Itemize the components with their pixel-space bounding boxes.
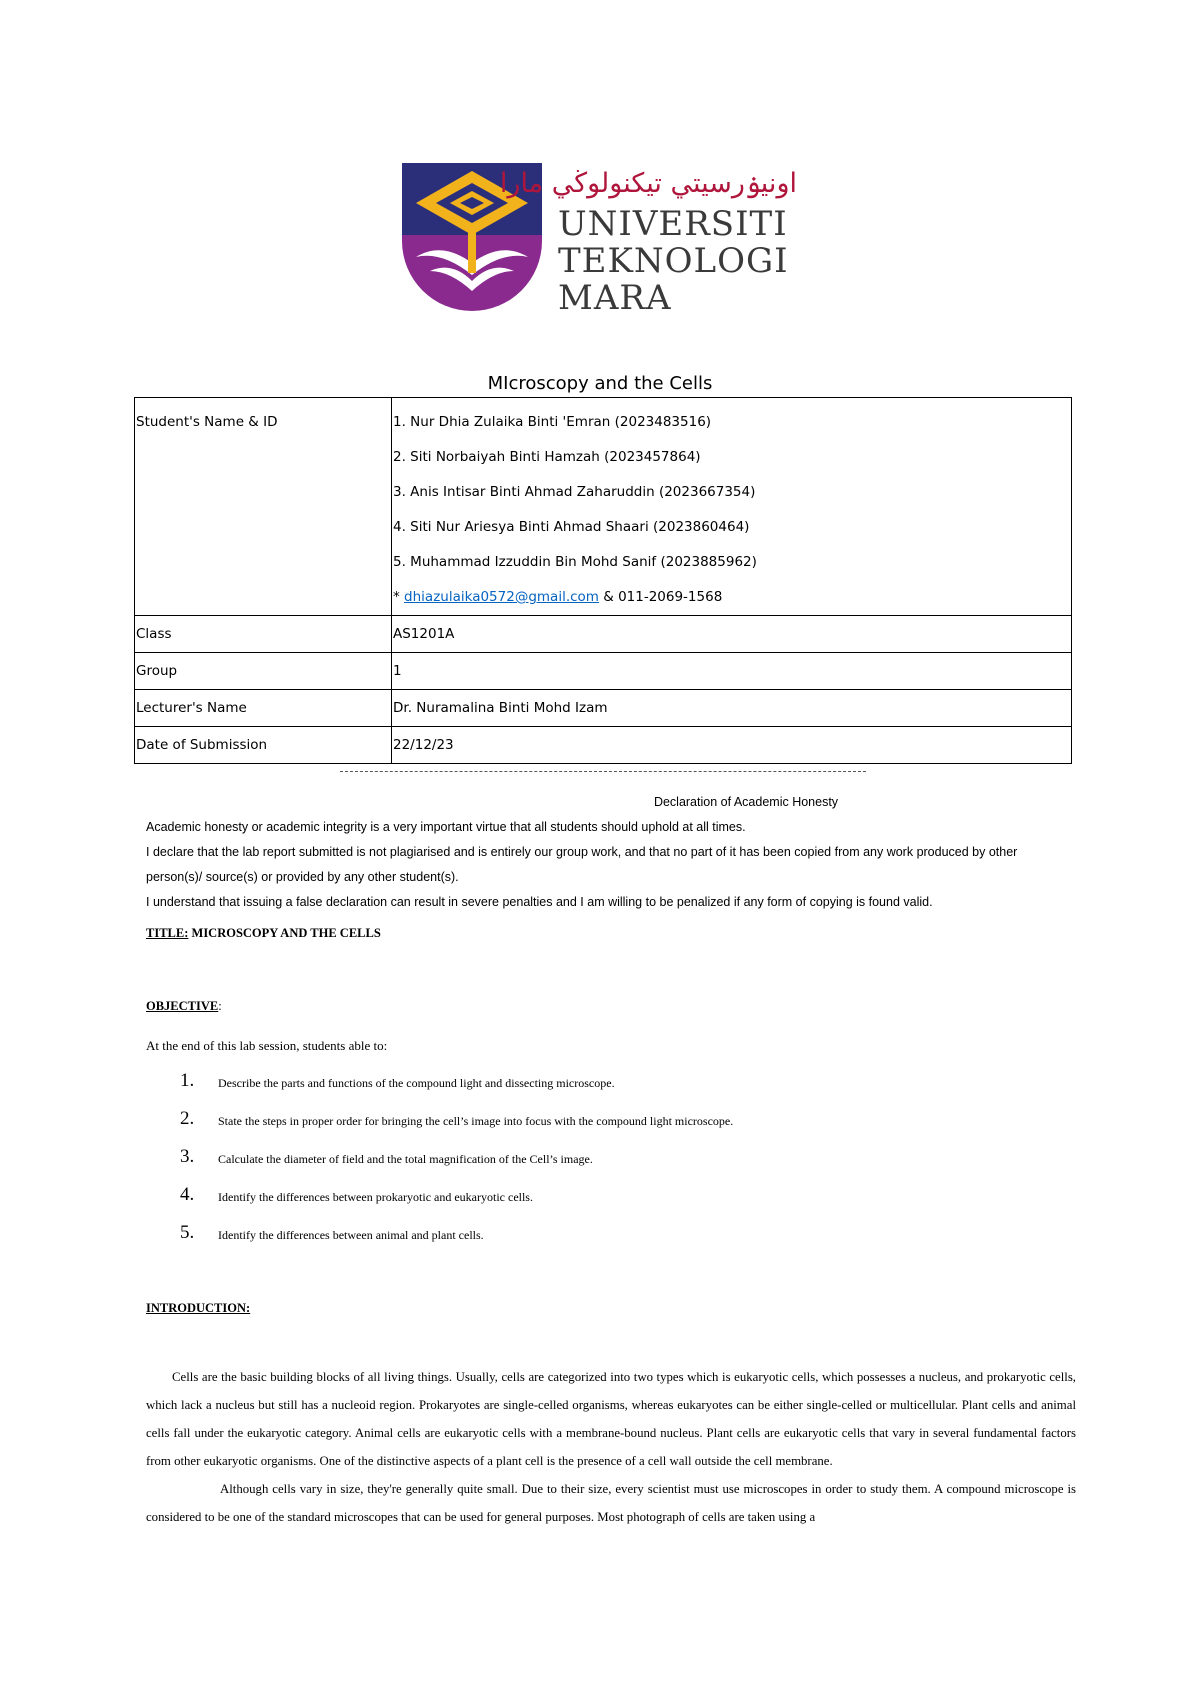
email-link[interactable]: dhiazulaika0572@gmail.com: [404, 589, 599, 605]
student-info-table: [134, 397, 1072, 764]
student-name-2: 2. Siti Norbaiyah Binti Hamzah (2023457864): [393, 449, 701, 465]
contact-prefix: *: [393, 589, 405, 605]
date-label: Date of Submission: [135, 727, 392, 764]
introduction-paragraph-2: Although cells vary in size, they're generally quite small. Due to their size, every scientist must use microscopes in order to study them. A compound microscope is considered to be one of the standard microscopes that can be used for general purposes. Most photograph of cells are taken using a: [146, 1482, 1076, 1524]
objective-number: 4.: [180, 1184, 195, 1205]
declaration-line-3: I understand that issuing a false declaration can result in severe penalties and I am willing to be penalized if any form of copying is found valid.: [146, 895, 933, 909]
student-name-3: 3. Anis Intisar Binti Ahmad Zaharuddin (2023667354): [393, 484, 756, 500]
class-value: AS1201A: [392, 616, 1072, 653]
table-row: [135, 727, 1072, 764]
declaration-line-2: I declare that the lab report submitted is not plagiarised and is entirely our group work, and that no part of it has been copied from any work produced by other person(s)/ source(s) or provided by any other student(s).: [146, 845, 1018, 884]
contact-line: [393, 580, 1071, 615]
objective-text: Identify the differences between animal and plant cells.: [218, 1228, 484, 1242]
objective-text: State the steps in proper order for bringing the cell’s image into focus with the compound light microscope.: [218, 1114, 734, 1128]
objective-number: 3.: [180, 1146, 195, 1167]
class-label: Class: [135, 616, 392, 653]
group-label: Group: [135, 653, 392, 690]
introduction-body: [146, 1363, 1076, 1531]
title-heading-value: MICROSCOPY AND THE CELLS: [188, 926, 381, 940]
date-value: 22/12/23: [392, 727, 1072, 764]
logo-line-teknologi: TEKNOLOGI: [558, 241, 789, 281]
logo-line-mara: MARA: [558, 278, 672, 318]
table-row: [135, 616, 1072, 653]
title-heading: [146, 923, 381, 943]
lecturer-label: Lecturer's Name: [135, 690, 392, 727]
table-row: [135, 398, 1072, 616]
objective-number: 5.: [180, 1222, 195, 1243]
introduction-heading: [146, 1298, 250, 1318]
objective-heading-colon: :: [218, 999, 222, 1013]
student-name-4: 4. Siti Nur Ariesya Binti Ahmad Shaari (2023860464): [393, 519, 750, 535]
title-heading-label: TITLE:: [146, 926, 189, 940]
objective-text: Identify the differences between prokaryotic and eukaryotic cells.: [218, 1190, 533, 1204]
objective-intro: At the end of this lab session, students able to:: [146, 1038, 388, 1053]
names-value-cell: [392, 398, 1072, 616]
contact-phone: & 011-2069-1568: [598, 589, 723, 605]
declaration-heading: Declaration of Academic Honesty: [653, 795, 839, 809]
logo-line-universiti: UNIVERSITI: [558, 204, 788, 244]
student-name-1: 1. Nur Dhia Zulaika Binti 'Emran (2023483516): [393, 414, 712, 430]
objective-heading-label: OBJECTIVE: [146, 999, 219, 1013]
objective-number: 1.: [180, 1070, 195, 1091]
objective-text: Calculate the diameter of field and the total magnification of the Cell’s image.: [218, 1152, 593, 1166]
section-divider: [340, 771, 866, 772]
introduction-heading-label: INTRODUCTION:: [146, 1301, 251, 1315]
group-value: 1: [392, 653, 1072, 690]
page-title: MIcroscopy and the Cells: [487, 373, 713, 394]
objective-number: 2.: [180, 1108, 195, 1129]
objective-text: Describe the parts and functions of the compound light and dissecting microscope.: [218, 1076, 615, 1090]
university-logo: [402, 163, 797, 318]
student-name-5: 5. Muhammad Izzuddin Bin Mohd Sanif (2023885962): [393, 554, 757, 570]
names-label: Student's Name & ID: [136, 414, 278, 430]
declaration-block: [146, 790, 1076, 915]
objective-heading: [146, 996, 222, 1016]
table-row: [135, 653, 1072, 690]
lecturer-value: Dr. Nuramalina Binti Mohd Izam: [392, 690, 1072, 727]
logo-arabic-text: اونيۏرسيتي تيكنولوڬي مارا: [499, 168, 797, 199]
declaration-line-1: Academic honesty or academic integrity is a very important virtue that all students should uphold at all times.: [146, 820, 746, 834]
names-label-cell: [135, 398, 392, 616]
introduction-paragraph-1: Cells are the basic building blocks of all living things. Usually, cells are categorized into two types which is eukaryotic cells, which possesses a nucleus, and prokaryotic cells, which lack a nucleus but still has a nucleoid region. Prokaryotes are single-celled organisms, whereas eukaryotes can be either single-celled or multicellular. Plant cells and animal cells fall under the eukaryotic category. Animal cells are eukaryotic cells with a membrane-bound nucleus. Plant cells are eukaryotic cells that vary in several fundamental factors from other eukaryotic organisms. One of the distinctive aspects of a plant cell is the presence of a cell wall outside the cell membrane.: [146, 1370, 1076, 1468]
table-row: [135, 690, 1072, 727]
